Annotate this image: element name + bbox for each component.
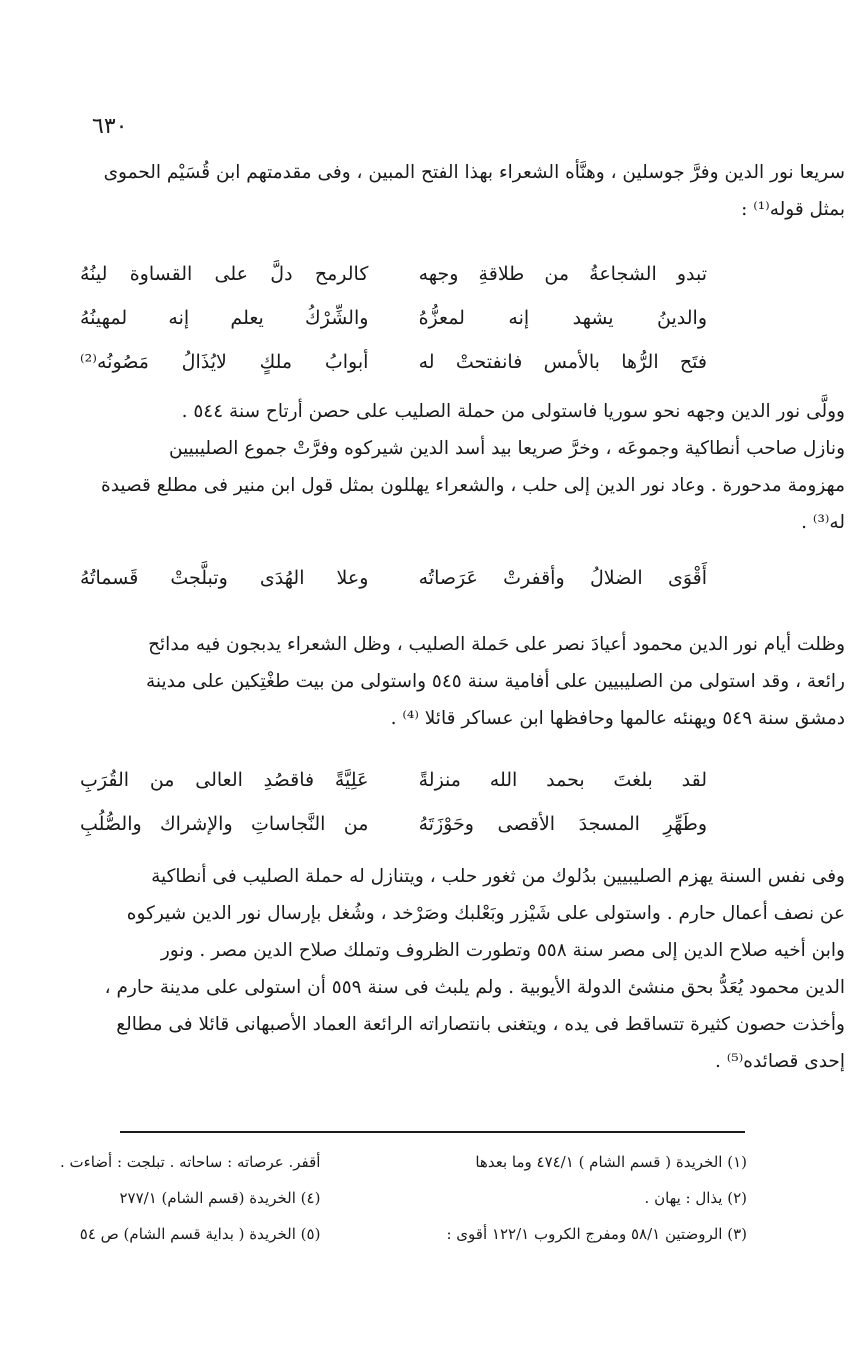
verse-line (80, 252, 707, 296)
verse-line (80, 556, 707, 600)
text-line: له⁽³⁾ . (801, 512, 845, 533)
footnote: (٢) يذال : يهان . (644, 1189, 747, 1207)
text-line: دمشق سنة ٥٤٩ ويهنئه عالمها وحافظها ابن عساكر قائلا ⁽⁴⁾ . (390, 708, 845, 729)
verse-line (80, 758, 707, 802)
verse-hemistich-second: أبوابُ ملكٍ لايُذَالُ مَصُونُه⁽²⁾ (80, 351, 369, 373)
text-line: ونازل صاحب أنطاكية وجموعَه ، وخرَّ صريعا بيد أسد الدين شيركوه وفرَّتْ جموع الصليبيين (169, 438, 845, 459)
verse-hemistich-first: لقد بلغتَ بحمد الله منزلةً (418, 769, 707, 791)
footnote: (٥) الخريدة ( بداية قسم الشام) ص ٥٤ (79, 1225, 321, 1243)
verse-hemistich-second: والشِّرْكُ يعلم إنه لمهينُهُ (80, 307, 369, 329)
text-line: إحدى قصائده⁽⁵⁾ . (714, 1051, 845, 1072)
footnotes-left-column (60, 1150, 320, 1246)
verse-line (80, 340, 707, 384)
text-line: وظلت أيام نور الدين محمود أعيادَ نصر على حَملة الصليب ، وظل الشعراء يدبجون فيه مدائح (148, 634, 845, 655)
verse-hemistich-first: فتَح الرُّها بالأمس فانفتحتْ له (418, 351, 707, 373)
verse-line (80, 802, 707, 846)
footnote: (٤) الخريدة (قسم الشام) ٢٧٧/١ (119, 1189, 321, 1207)
footnotes (60, 1150, 747, 1246)
verse-block-2 (80, 556, 707, 600)
verse-hemistich-first: تبدو الشجاعةُ من طلاقةِ وجهه (418, 263, 707, 285)
paragraph-4 (22, 858, 845, 1080)
text-line: وولَّى نور الدين وجهه نحو سوريا فاستولى من حملة الصليب على حصن أرتاح سنة ٥٤٤ . (181, 401, 845, 422)
verse-hemistich-second: عَلِيَّةً فاقصُدِ العالى من القُرَبِ (80, 769, 369, 791)
text-line: سريعا نور الدين وفرَّ جوسلين ، وهنَّأه الشعراء بهذا الفتح المبين ، وفى مقدمتهم ابن قُسَيْم الحموى (103, 162, 845, 183)
verse-hemistich-first: أَقْوَى الضلالُ وأقفرتْ عَرَصاتُه (418, 567, 707, 589)
text-line: عن نصف أعمال حارم . واستولى على شَيْزر وبَعْلبك وصَرْخد ، وشُغل بإرسال نور الدين شيركوه (126, 903, 845, 924)
text-line: وأخذت حصون كثيرة تتساقط فى يده ، ويتغنى بانتصاراته الرائعة العماد الأصبهانى قائلا فى مطالع (116, 1014, 845, 1035)
footnote: أقفر. عرصاته : ساحاته . تبلجت : أضاءت . (60, 1153, 321, 1171)
verse-hemistich-second: كالرمح دلَّ على القساوة لينُهُ (80, 263, 369, 285)
page-number: ٦٣٠ (92, 114, 128, 139)
footnote: (١) الخريدة ( قسم الشام ) ٤٧٤/١ وما بعدها (475, 1153, 747, 1171)
verse-hemistich-first: وطَهِّرِ المسجدَ الأقصى وحَوْزَتَهُ (418, 813, 707, 835)
verse-hemistich-second: وعلا الهُدَى وتبلَّجتْ قَسماتُهُ (80, 567, 369, 589)
paragraph-3 (22, 626, 845, 737)
text-line: وابن أخيه صلاح الدين إلى مصر سنة ٥٥٨ وتطورت الظروف وتملك صلاح الدين مصر . ونور (160, 940, 845, 961)
footnote-divider (120, 1131, 745, 1133)
verse-block-3 (80, 758, 707, 846)
footnote: (٣) الروضتين ٥٨/١ ومفرج الكروب ١٢٢/١ أقوى : (446, 1225, 747, 1243)
verse-block-1 (80, 252, 707, 384)
verse-hemistich-second: من النَّجاساتِ والإشراك والصُّلُبِ (80, 813, 369, 835)
verse-hemistich-first: والدينُ يشهد إنه لمعزُّهُ (418, 307, 707, 329)
text-line: مهزومة مدحورة . وعاد نور الدين إلى حلب ، والشعراء يهللون بمثل قول ابن منير فى مطلع قصيدة (101, 475, 845, 496)
text-line: وفى نفس السنة يهزم الصليبيين بدُلوك من ثغور حلب ، ويتنازل له حملة الصليب فى أنطاكية (151, 866, 845, 887)
paragraph-2 (22, 393, 845, 541)
text-line: بمثل قوله⁽¹⁾ : (741, 199, 845, 220)
paragraph-1 (22, 154, 845, 228)
text-line: الدين محمود يُعَدُّ بحق منشئ الدولة الأيوبية . ولم يلبث فى سنة ٥٥٩ أن استولى على مدينة حارم ، (104, 977, 845, 998)
text-line: رائعة ، وقد استولى من الصليبيين على أفامية سنة ٥٤٥ واستولى من بيت طغْتِكين على مدينة (146, 671, 845, 692)
footnotes-right-column (446, 1150, 747, 1246)
verse-line (80, 296, 707, 340)
